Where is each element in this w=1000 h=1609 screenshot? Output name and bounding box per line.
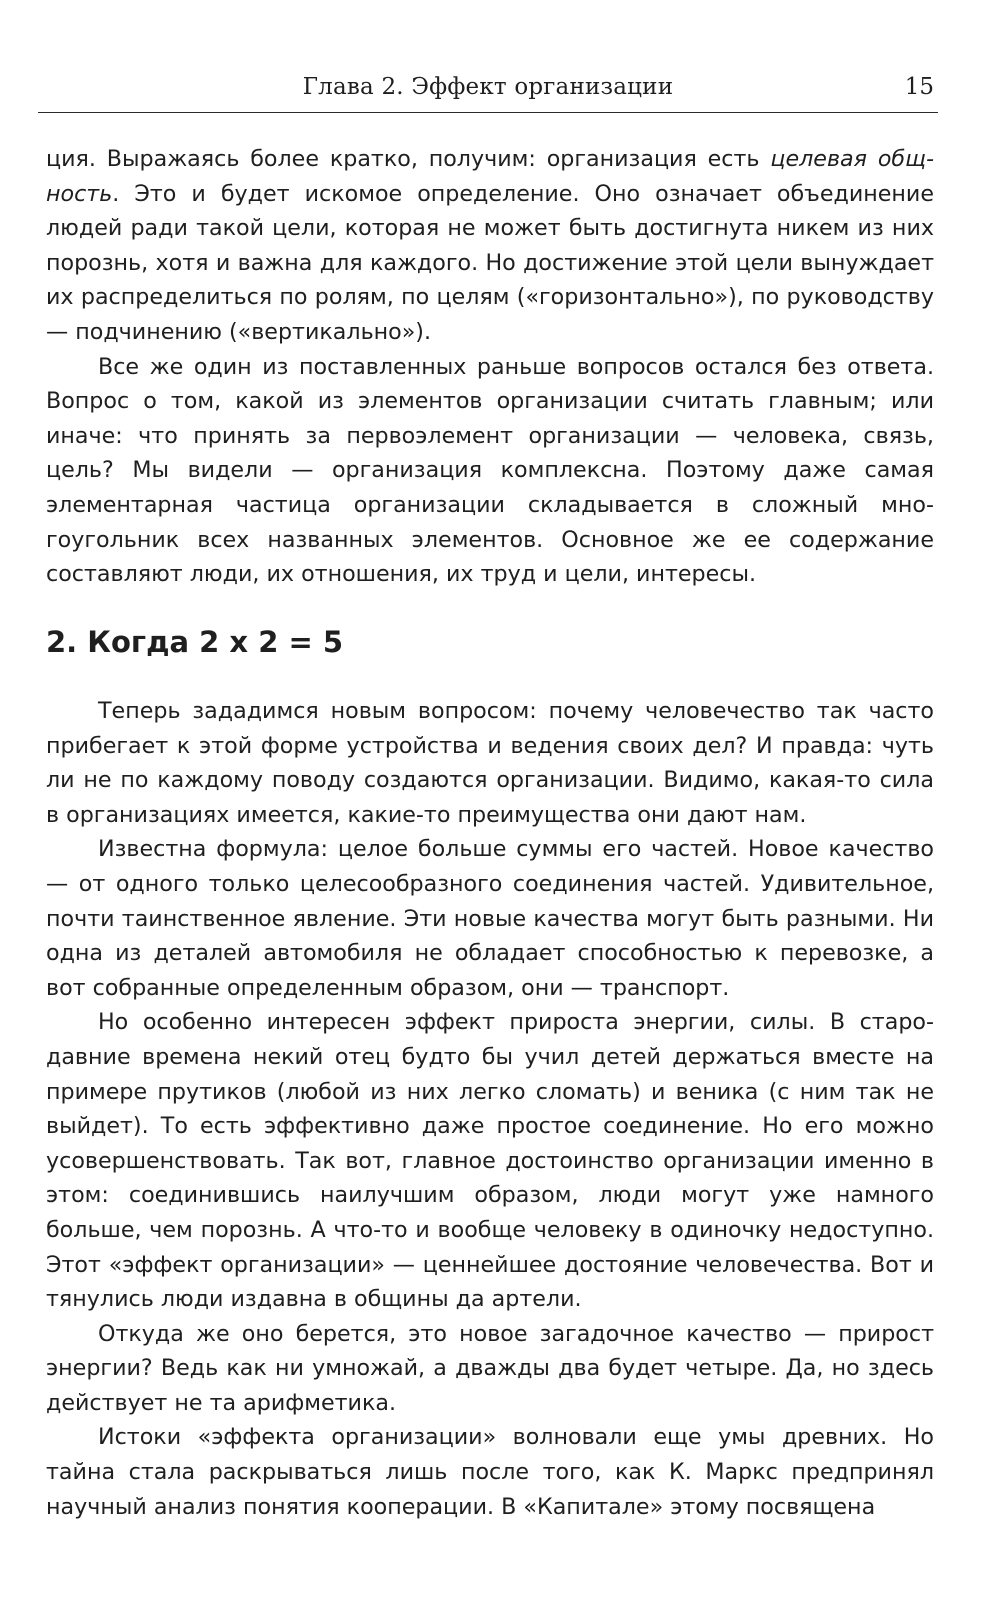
paragraph-text: . Это и будет искомое определение. Оно означает объединение людей ради такой цели, которая не может быть достигнута никем из них порознь, хотя и важна для каждого. Но достижение этой цели вынуждает их распределиться по ролям, по целям («горизонтально»), по руководству — подчинению («вертикально»). (46, 180, 934, 345)
section-heading: 2. Когда 2 х 2 = 5 (46, 625, 344, 659)
paragraph: Откуда же оно берется, это новое загадочное качество — прирост энергии? Ведь как ни умножай, а дважды два будет четыре. Да, но здесь действует не та арифметика. (46, 1320, 934, 1416)
paragraph: Все же один из поставленных раньше вопросов остался без ответа. Вопрос о том, какой из элементов организации считать главным; или иначе: что принять за первоэлемент организации — человека, связь, цель? Мы видели — организация комплексна. Поэтому даже самая элементарная частица организации складывается в сложный многоугольник всех названных элементов. Основное же ее содержание составляют люди, их отношения, их труд и цели, интересы. (46, 353, 934, 588)
paragraph: Но особенно интересен эффект прироста энергии, силы. В стародавние времена некий отец будто бы учил детей держаться вместе на примере прутиков (любой из них легко сломать) и веника (с ним так не выйдет). То есть эффективно даже простое соединение. Но его можно усовершенствовать. Так вот, главное достоинство организации именно в этом: соединившись наилучшим образом, люди могут уже намного больше, чем порознь. А что-то и вообще человеку в одиночку недоступно. Этот «эффект организации» — ценнейшее достояние человечества. Вот и тянулись люди издавна в общины да артели. (46, 1009, 934, 1313)
paragraph-continued (46, 142, 934, 350)
paragraph: Истоки «эффекта организации» волновали еще умы древних. Но тайна стала раскрываться лишь после того, как К. Маркс предпринял научный анализ понятия кооперации. В «Капитале» этому посвящена (46, 1424, 934, 1520)
paragraph-text: ция. Выражаясь более кратко, получим: организация есть (46, 146, 771, 172)
running-header (38, 72, 938, 113)
emphasis-term: целевая общность (46, 146, 934, 207)
body-text-top (46, 142, 934, 592)
page-number: 15 (904, 74, 934, 100)
paragraph: Теперь зададимся новым вопросом: почему человечество так часто прибегает к этой форме устройства и ведения своих дел? И правда: чуть ли не по каждому поводу создаются организации. Видимо, какая-то сила в организациях имеется, какие-то преимущества они дают нам. (46, 698, 934, 828)
chapter-title: Глава 2. Эффект организации (302, 74, 674, 100)
body-text-bottom (46, 694, 934, 1524)
paragraph: Известна формула: целое больше суммы его частей. Новое качество — от одного только целесообразного соединения частей. Удивительное, почти таинственное явление. Эти новые качества могут быть разными. Ни одна из деталей автомобиля не обладает способностью к перевозке, а вот собранные определенным образом, они — транспорт. (46, 836, 934, 1001)
